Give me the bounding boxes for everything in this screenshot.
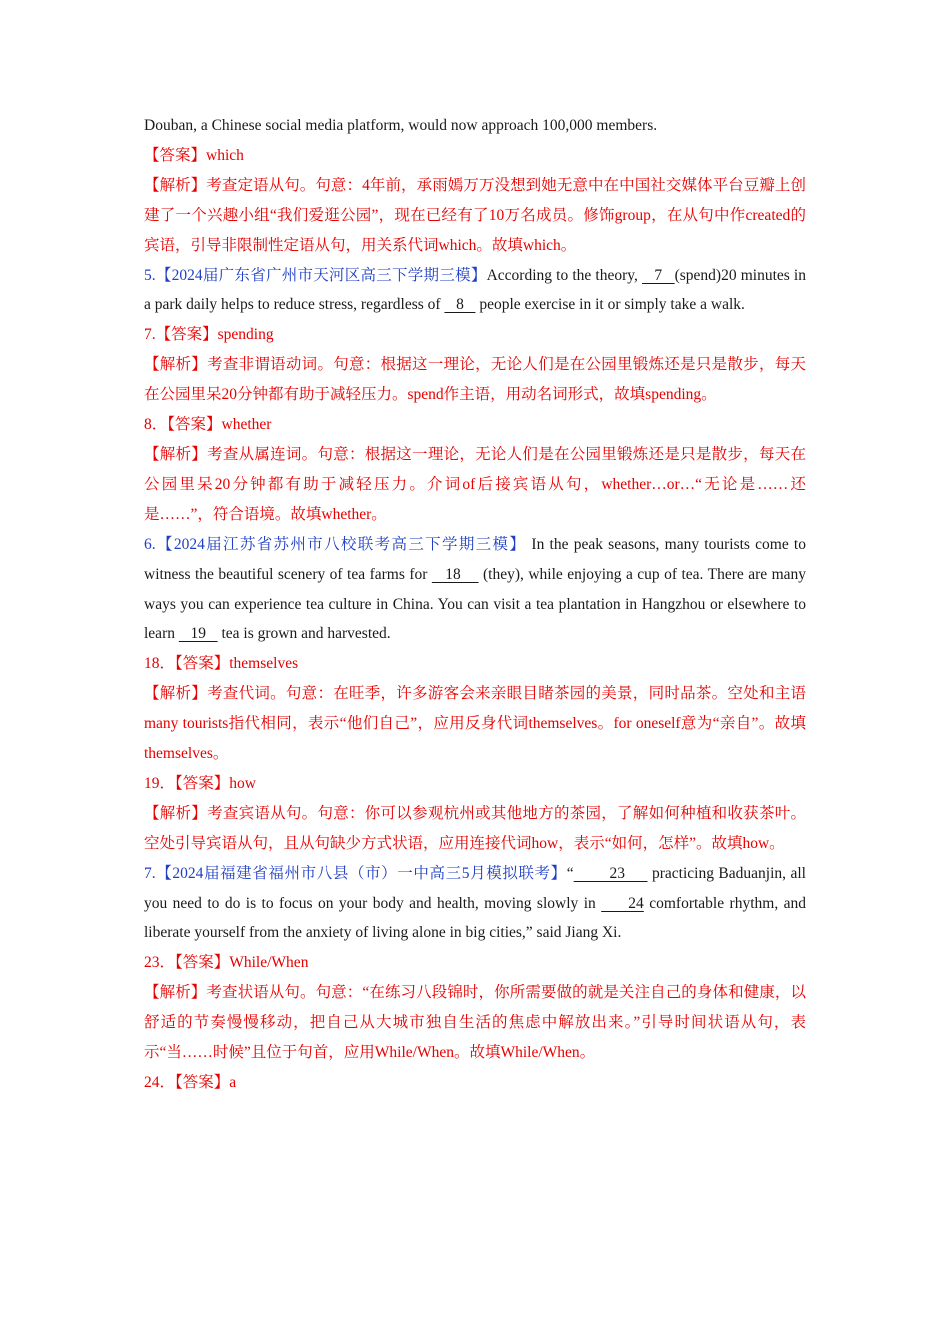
question-7 <box>144 859 806 949</box>
blank-18: 18 <box>431 565 479 583</box>
analysis-23: 【解析】考查状语从句。句意：“在练习八段锦时，你所需要做的就是关注自己的身体和健康，以舒适的节奏慢慢移动，把自己从大城市独自生活的焦虑中解放出来。”引导时间状语从句，表示“当……时候”且位于句首，应用While/When。故填While/When。 <box>144 984 806 1062</box>
question-7-source: 【2024届福建省福州市八县（市）一中高三5月模拟联考】 <box>155 864 567 882</box>
question-5 <box>144 261 806 321</box>
question-7-number: 7. <box>144 864 156 882</box>
answer-19: 19．【答案】how <box>144 774 256 792</box>
question-6-text-b: (they), while enjoying a cup of tea. There are many ways you can experience tea culture in China. You can visit a tea plantation in Hangzhou or elsewhere to learn <box>144 565 807 643</box>
answer-7: 7.【答案】spending <box>144 326 274 344</box>
question-5-number: 5. <box>144 266 156 284</box>
question-6-text-c: tea is grown and harvested. <box>217 625 391 643</box>
blank-23: 23 <box>573 864 648 882</box>
blank-8: 8 <box>444 296 476 314</box>
answer-18: 18．【答案】themselves <box>144 655 299 673</box>
question-5-source: 【2024届广东省广州市天河区高三下学期三模】 <box>155 266 487 284</box>
blank-19: 19 <box>178 625 218 643</box>
analysis-4: 【解析】考查定语从句。句意：4年前，承雨嫣万万没想到她无意中在中国社交媒体平台豆瓣上创建了一个兴趣小组“我们爱逛公园”，现在已经有了10万名成员。修饰group，在从句中作created的宾语，引导非限制性定语从句，用关系代词which。故填which。 <box>144 176 806 254</box>
answer-24: 24．【答案】a <box>144 1074 237 1091</box>
question-5-text-c: people exercise in it or simply take a walk. <box>475 296 745 314</box>
question-5-text-a: According to the theory, <box>486 266 643 284</box>
question-4-tail: Douban, a Chinese social media platform, would now approach 100,000 members. <box>144 117 658 134</box>
question-5-text-b: (spend)20 minutes in a park daily helps to reduce stress, regardless of <box>144 266 806 314</box>
question-6-source: 【2024届江苏省苏州市八校联考高三下学期三模】 <box>155 535 527 553</box>
answer-4: 【答案】which <box>144 146 244 164</box>
analysis-19: 【解析】考查宾语从句。句意：你可以参观杭州或其他地方的茶园，了解如何种植和收获茶叶。空处引导宾语从句，且从句缺少方式状语，应用连接代词how，表示“如何，怎样”。故填how。 <box>144 804 806 852</box>
blank-7: 7 <box>642 266 675 284</box>
blank-24: 24 <box>601 894 644 912</box>
analysis-8: 【解析】考查从属连词。句意：根据这一理论，无论人们是在公园里锻炼还是只是散步，每天在公园里呆20分钟都有助于减轻压力。介词of后接宾语从句，whether…or…“无论是……还是……”，符合语境。故填whether。 <box>144 445 806 523</box>
question-7-text-c: comfortable rhythm, and liberate yourself from the anxiety of living alone in big cities,” said Jiang Xi. <box>144 894 806 942</box>
question-6-text-a: In the peak seasons, many tourists come to witness the beautiful scenery of tea farms for <box>144 535 806 583</box>
question-6-number: 6. <box>144 535 156 553</box>
analysis-18: 【解析】考查代词。句意：在旺季，许多游客会来亲眼目睹茶园的美景，同时品茶。空处和主语many tourists指代相同，表示“他们自己”，应用反身代词themselves。for oneself意为“亲自”。故填themselves。 <box>144 685 806 763</box>
answer-8: 8．【答案】whether <box>144 416 272 434</box>
analysis-7: 【解析】考查非谓语动词。句意：根据这一理论，无论人们是在公园里锻炼还是只是散步，每天在公园里呆20分钟都有助于减轻压力。spend作主语，用动名词形式，故填spending。 <box>144 356 806 404</box>
question-7-text-b: practicing Baduanjin, all you need to do is to focus on your body and health, moving slowly in <box>144 864 806 912</box>
document-page <box>144 111 806 1098</box>
question-6 <box>144 530 806 650</box>
question-7-text-a: “ <box>566 864 574 882</box>
answer-23: 23．【答案】While/When <box>144 954 309 972</box>
